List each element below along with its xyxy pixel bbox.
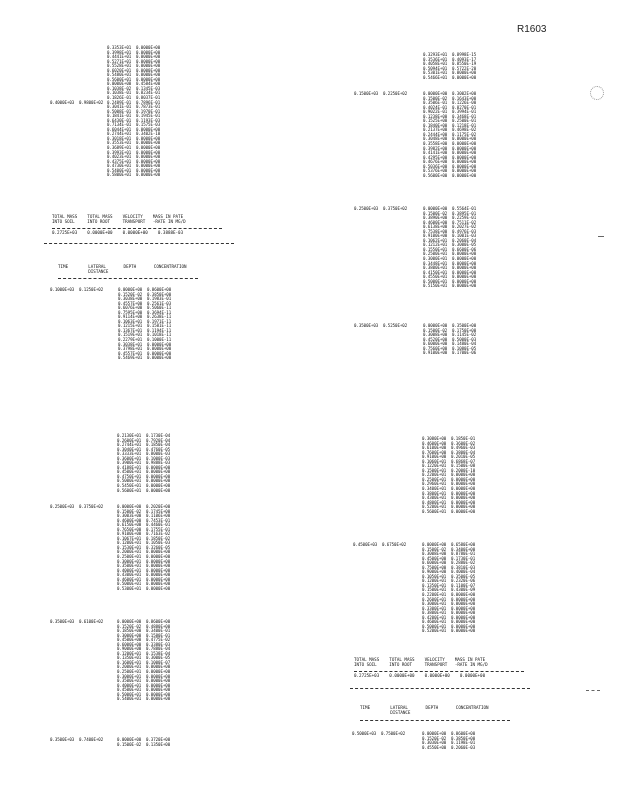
table-row: 0.7538E+00 0.4976E-03	[423, 228, 477, 234]
table-row: 0.3800E+01 0.0000E+00	[423, 265, 477, 271]
table-row: 0.3800E+01 0.0000E+00	[422, 490, 476, 496]
q4-totals-values: 0.2725E+03 0.0000E+00 0.0000E+00 0.0000E+00	[354, 673, 486, 678]
table-row: 0.3798E+01 0.0000E+00	[118, 346, 172, 352]
table-row: 0.1520E-02 0.3850E+00	[422, 735, 476, 741]
table-row: 0.7600E+00 0.3800E-04	[422, 449, 476, 455]
table-row: 0.5036E+00 0.0000E+00	[423, 163, 477, 169]
table-row: 0.5400E+01 0.0000E+00	[117, 696, 171, 702]
table-row: 0.7595E+00 0.3694E-11	[118, 309, 172, 315]
table-row: 0.6430E-01 0.1193E-03	[107, 117, 161, 123]
table-row: 0.3030E+00 0.1198E-01	[422, 740, 476, 746]
table-row: 0.9100E+00 0.1700E-06	[423, 350, 477, 356]
table-row: 0.1519E+01 0.1018E-11	[118, 332, 172, 338]
table-row: 0.0000E+00 0.2020E+00	[117, 504, 171, 509]
table-row: 0.2200E+01 0.0000E+00	[422, 592, 476, 598]
table-row: 0.3000E+01 0.0000E+00	[117, 558, 171, 564]
table-row: 0.2500E+01 0.0000E+00	[423, 251, 477, 257]
table-row: 0.4557E+00 0.2561E-03	[118, 300, 172, 306]
table-row: 0.4150E+01 0.0000E+00	[423, 269, 477, 275]
table-row: 0.1500E-02 0.3400E+00	[422, 546, 476, 552]
table-row: 0.3040E+01 0.4760E-05	[117, 446, 171, 452]
table-row: 0.4300E+01 0.0000E+00	[117, 572, 171, 578]
table-row: 0.4200E+01 0.0000E+00	[422, 614, 476, 620]
table-row: 0.4800E+01 0.0000E+00	[422, 499, 476, 505]
table-row: 0.3448E+01 0.0000E+00	[423, 260, 477, 266]
q3-rows-top	[117, 434, 170, 493]
table-row: 0.9000E+00 0.4000E-04	[422, 569, 476, 575]
table-row: 0.2000E+01 0.0000E+00	[117, 664, 171, 670]
q1-row-prefix: 0.4000E+03 0.9800E+02	[50, 100, 104, 105]
q3-prefix-b: 0.3500E+03 0.6100E+02	[50, 619, 104, 624]
table-row: 0.3008E+00 0.1145E-02	[423, 332, 477, 338]
q2-prefix-b: 0.2500E+03 0.3750E+02	[354, 206, 408, 211]
q3-rows-a	[117, 505, 170, 591]
q1-separator	[52, 228, 222, 229]
table-row: 0.3038E+01 0.0000E+00	[118, 341, 172, 347]
table-row: 0.3536E+01 0.4093E-17	[423, 56, 477, 62]
table-row: 0.5000E+01 0.0000E+00	[422, 623, 476, 629]
table-row: 0.0000E+00 0.3002E+00	[423, 91, 477, 96]
q4-prefix-b: 0.5000E+03 0.7500E+02	[352, 731, 406, 736]
table-row: 0.6150E+00 0.4460E-01	[117, 522, 171, 528]
table-row: 0.4600E+00 0.7453E-01	[117, 517, 171, 523]
table-row: 0.3041E-01 0.7873E-01	[107, 104, 161, 110]
table-row: 0.3048E+00 0.0000E+00	[423, 136, 477, 142]
table-row: 0.2500E+01 0.0000E+00	[422, 476, 476, 482]
table-row: 0.3000E+00 0.1580E-01	[117, 632, 171, 638]
table-row: 0.4000E+01 0.0000E+00	[117, 567, 171, 573]
table-row: 0.2960E+01 0.0000E+00	[422, 481, 476, 487]
q1-totals-values: 0.2725E+03 0.0000E+00 0.0000E+00 0.3888E-03	[52, 230, 184, 235]
table-row: 0.2500E+01 0.0000E+00	[117, 669, 171, 675]
table-row: 0.2500E+01 0.0000E+00	[117, 554, 171, 560]
table-row: 0.3018E+01 0.0000E+00	[107, 135, 161, 141]
table-row: 0.1500E+01 0.4300E-09	[422, 587, 476, 593]
q3-rows-b	[117, 620, 170, 702]
q2-margin-tick	[598, 236, 604, 237]
table-row: 0.4500E+01 0.0000E+00	[117, 469, 171, 475]
table-row: 0.4500E+01 0.0000E+00	[117, 687, 171, 693]
table-row: 0.9100E+00 0.1001E-03	[423, 233, 477, 239]
table-row: 0.5200E+01 0.0000E+00	[422, 628, 476, 634]
table-row: 0.2744E+01 0.3402E-10	[107, 131, 161, 137]
table-row: 0.1200E+01 0.1050E-03	[117, 540, 171, 546]
table-row: 0.5000E+01 0.0000E+00	[423, 278, 477, 284]
table-row: 0.1200E+01 0.2320E-06	[422, 578, 476, 584]
table-row: 0.4141E+00 0.0000E+00	[423, 150, 477, 156]
q3-rows-c	[117, 738, 170, 747]
page-reference: R1603	[517, 24, 547, 35]
table-row: 0.6000E+00 0.2880E-02	[422, 560, 476, 566]
table-row: 0.1600E+01 0.1000E-07	[117, 659, 171, 665]
table-row: 0.5300E+01 0.0000E+00	[117, 585, 171, 591]
table-row: 0.4375E+01 0.0000E+00	[107, 158, 161, 164]
table-row: 0.2200E+01 0.0000E+00	[422, 472, 476, 478]
table-row: 0.1200E+01 0.1538E-04	[117, 650, 171, 656]
table-row: 0.3000E+01 0.0000E+00	[117, 673, 171, 679]
table-row: 0.3038E+00 0.1983E-01	[118, 296, 172, 302]
q4-rows-a	[422, 543, 475, 634]
q2-prefix-c: 0.3500E+03 0.5250E+02	[354, 323, 408, 328]
table-row: 0.1067E+01 0.1850E-02	[117, 535, 171, 541]
table-row: 0.5450E+01 0.0000E+00	[117, 483, 171, 489]
table-row: 0.6000E+00 0.1480E-04	[423, 341, 477, 347]
table-row: 0.5301E+01 0.0000E+00	[423, 70, 477, 76]
table-row: 0.5200E+01 0.0000E+00	[422, 504, 476, 510]
q1-totals-header: TOTAL MASS TOTAL MASS VELOCITY MASS IN PATE INTO SOIL INTO ROOT TRANSPORT -RATE IN MG/D	[52, 214, 186, 224]
table-row: 0.2000E+01 0.0000E+00	[117, 549, 171, 555]
table-row: 0.4600E+00 0.3600E-02	[422, 440, 476, 446]
q1-separator-3	[58, 278, 198, 279]
table-row: 0.0000E+00 0.8600E+00	[117, 619, 171, 624]
table-row: 0.4730E+01 0.0000E+00	[107, 163, 161, 169]
table-row: 0.5480E+01 0.0000E+00	[107, 72, 161, 78]
table-row: 0.1050E+01 0.3500E-05	[422, 573, 476, 579]
table-row: 0.4600E+01 0.0000E+00	[422, 619, 476, 625]
q4-margin-tick	[586, 690, 600, 691]
table-row: 0.1520E-02 0.4880E+00	[117, 623, 171, 629]
table-row: 0.1500E-02 0.1350E+00	[117, 741, 171, 747]
table-row: 0.6020E+01 0.0000E+00	[107, 67, 161, 73]
table-row: 0.1500E-02 0.3895E-01	[423, 210, 477, 216]
table-row: 0.3080E+00 0.1850E-01	[422, 436, 476, 441]
table-row: 0.2130E+01 0.1730E-04	[117, 433, 171, 438]
q2-rows-b	[423, 207, 476, 289]
q4-rows-b	[422, 732, 475, 750]
table-row: 0.3333E+01 0.8000E-03	[117, 451, 171, 457]
table-row: 0.0000E+00 0.3500E+00	[423, 323, 477, 328]
table-row: 0.5400E+01 0.0000E+00	[107, 167, 161, 173]
table-row: 0.9100E+00 0.2010E-05	[422, 454, 476, 460]
table-row: 0.9022E-01 0.3994E-01	[423, 109, 477, 115]
table-row: 0.2279E+01 0.1000E-11	[118, 337, 172, 343]
table-row: 0.1525E+00 0.2500E-01	[423, 118, 477, 124]
table-row: 0.7560E+00 0.1080E-05	[423, 345, 477, 351]
table-row: 0.2489E-01 0.7896E-01	[107, 99, 161, 105]
table-row: 0.5528E+01 0.0000E+00	[107, 63, 161, 69]
table-row: 0.0000E+00 0.5564E-01	[423, 206, 477, 211]
table-row: 0.1220E+01 0.1500E-08	[422, 463, 476, 469]
table-row: 0.1530E+01 0.3260E-05	[117, 544, 171, 550]
q1-row-prefix-2: 0.1000E+03 0.1250E+02	[50, 287, 104, 292]
table-row: 0.5271E+01 0.0000E+00	[107, 58, 161, 64]
table-row: 0.3293E+01 0.8998E-15	[423, 52, 477, 57]
q1-column-header: TIME LATERAL DEPTH CONCENTRATION DISTANCE	[58, 264, 187, 274]
table-row: 0.4295E+00 0.0000E+00	[423, 154, 477, 160]
table-row: 0.2744E+01 0.1850E-04	[117, 442, 171, 448]
table-row: 0.5000E+01 0.0000E+00	[117, 581, 171, 587]
table-row: 0.4058E+01 0.8550E-19	[423, 61, 477, 67]
table-row: 0.4024E-01 0.8270E-01	[423, 104, 477, 110]
table-row: 0.4550E+00 0.2060E-03	[422, 744, 476, 750]
table-row: 0.2444E+00 0.1175E-02	[423, 131, 477, 137]
table-row: 0.1520E-02 0.3850E+00	[118, 291, 172, 297]
table-row: 0.3500E+01 0.0000E+00	[117, 678, 171, 684]
q2-rows-top	[423, 53, 476, 80]
table-row: 0.5600E+01 0.0000E+00	[117, 487, 171, 493]
table-row: 0.5000E+01 0.0000E+00	[117, 691, 171, 697]
q3-prefix-a: 0.2500E+03 0.3750E+02	[50, 504, 104, 509]
table-row: 0.5800E+01 0.0000E+00	[107, 172, 161, 178]
table-row: 0.3998E+01 0.0000E+00	[107, 49, 161, 55]
table-row: 0.4557E+01 0.0000E+00	[118, 350, 172, 356]
table-row: 0.4300E+01 0.0000E+00	[422, 495, 476, 501]
table-row: 0.1550E+01 0.6600E-06	[423, 246, 477, 252]
q4-separator-3	[360, 720, 510, 721]
table-row: 0.1500E-02 0.1745E+00	[117, 508, 171, 514]
q2-hole-punch-mark	[590, 86, 604, 100]
table-row: 0.1826E-01 0.8037E-01	[107, 95, 161, 101]
table-row: 0.1840E+00 0.1218E-01	[423, 122, 477, 128]
q2-rows-a	[423, 92, 476, 178]
table-row: 0.9114E+00 0.2638E-11	[118, 314, 172, 320]
table-row: 0.1350E+01 0.3000E-05	[117, 655, 171, 661]
table-row: 0.3353E+01 0.0000E+00	[107, 45, 161, 50]
q2-prefix-a: 0.1500E+03 0.2250E+02	[354, 91, 408, 96]
table-row: 0.5376E+00 0.0000E+00	[423, 168, 477, 174]
table-row: 0.4750E+01 0.0000E+00	[117, 473, 171, 479]
table-row: 0.5094E+01 0.5722E-20	[423, 65, 477, 71]
table-row: 0.6076E+00 0.5060E-11	[118, 305, 172, 311]
table-row: 0.5466E+01 0.0000E+00	[423, 74, 477, 80]
table-row: 0.6100E+00 0.4960E-03	[422, 445, 476, 451]
table-row: 0.4600E+00 0.7511E-02	[423, 219, 477, 225]
table-row: 0.1350E+01 0.1100E-07	[422, 582, 476, 588]
table-row: 0.1238E+00 0.3468E-01	[423, 113, 477, 119]
table-row: 0.1062E+01 0.2060E-04	[423, 237, 477, 243]
table-row: 0.5469E+01 0.0000E+00	[118, 355, 172, 361]
table-row: 0.4600E+01 0.0000E+00	[117, 576, 171, 582]
table-row: 0.3000E+01 0.0000E+00	[423, 256, 477, 262]
table-row: 0.3800E+01 0.0000E+00	[422, 610, 476, 616]
table-row: 0.3300E+01 0.0000E+00	[422, 605, 476, 611]
table-row: 0.3003E+00 0.1106E+00	[117, 513, 171, 519]
table-row: 0.2600E+01 0.7920E-04	[117, 437, 171, 443]
table-row: 0.0000E+00 0.4584E+00	[107, 81, 161, 87]
table-row: 0.4000E+01 0.0000E+00	[117, 682, 171, 688]
table-row: 0.1367E+01 0.1194E-11	[118, 327, 172, 333]
table-row: 0.7650E+00 0.1755E-01	[117, 526, 171, 532]
q4-rows-top	[422, 437, 475, 514]
table-row: 0.3600E+01 0.1000E-03	[117, 455, 171, 461]
table-row: 0.5600E+01 0.0000E+00	[107, 76, 161, 82]
table-row: 0.4500E+00 0.4775E-02	[117, 637, 171, 643]
table-row: 0.1500E-02 0.1750E+00	[423, 327, 477, 333]
table-row: 0.3558E+00 0.0000E+00	[423, 141, 477, 147]
table-row: 0.4520E+00 0.5000E-03	[423, 336, 477, 342]
table-row: 0.3400E+01 0.0000E+00	[422, 486, 476, 492]
table-row: 0.7134E-01 0.1575E-03	[107, 122, 161, 128]
table-row: 0.4441E+01 0.0000E+00	[107, 54, 161, 60]
table-row: 0.7500E+00 0.3810E-03	[422, 564, 476, 570]
table-row: 0.6000E+00 0.3380E-03	[117, 641, 171, 647]
table-row: 0.3900E+01 0.9888E-03	[117, 460, 171, 466]
q4-totals-header: TOTAL MASS TOTAL MASS VELOCITY MASS IN PATE INTO SOIL INTO ROOT TRANSPORT -RATE IN MG/D	[354, 657, 488, 667]
table-row: 0.4676E+00 0.0000E+00	[423, 159, 477, 165]
table-row: 0.9100E+00 0.7163E-02	[117, 531, 171, 537]
table-row: 0.3993E+01 0.0000E+00	[107, 149, 161, 155]
table-row: 0.3982E+00 0.0000E+00	[423, 145, 477, 151]
table-row: 0.0000E+00 0.8600E+00	[118, 287, 172, 292]
table-row: 0.3506E-01 0.1226E-00	[423, 100, 477, 106]
table-row: 0.2137E+00 0.4698E-02	[423, 127, 477, 133]
q4-separator-2	[350, 688, 530, 689]
table-row: 0.2600E+01 0.0000E+00	[422, 596, 476, 602]
table-row: 0.5600E+00 0.0000E+00	[423, 172, 477, 178]
table-row: 0.3689E+01 0.0000E+00	[107, 145, 161, 151]
table-row: 0.5008E-01 0.1970E-01	[107, 108, 161, 114]
q1-rows-2	[118, 288, 171, 361]
table-row: 0.0000E+00 0.6580E+00	[422, 542, 476, 547]
table-row: 0.3008E+00 0.8780E-01	[422, 551, 476, 557]
table-row: 0.1063E+01 0.1971E-11	[118, 318, 172, 324]
table-row: 0.1212E+01 0.3000E-05	[423, 242, 477, 248]
table-row: 0.1841E-01 0.1945E-01	[107, 113, 161, 119]
table-row: 0.1038E-01 0.8234E-01	[107, 90, 161, 96]
table-row: 0.6138E+00 0.2027E-02	[423, 224, 477, 230]
table-row: 0.1500E+01 0.2000E-10	[422, 467, 476, 473]
q4-separator	[354, 671, 524, 672]
table-row: 0.0000E+00 0.8600E+00	[422, 731, 476, 736]
table-row: 0.3000E+01 0.0000E+00	[422, 601, 476, 607]
table-row: 0.1500E-02 0.1643E+00	[423, 95, 477, 101]
table-row: 0.0000E+00 0.3720E+00	[117, 737, 171, 742]
q3-prefix-c: 0.3500E+03 0.7400E+02	[50, 737, 104, 742]
table-row: 0.5000E+01 0.0000E+00	[117, 478, 171, 484]
table-row: 0.5600E+01 0.0000E+00	[422, 508, 476, 514]
table-row: 0.3890E+00 0.2259E-01	[423, 215, 477, 221]
table-row: 0.1850E+00 0.3400E-01	[117, 628, 171, 634]
q4-prefix-a: 0.4500E+03 0.6750E+02	[353, 542, 407, 547]
table-row: 0.4188E+01 0.0000E+00	[117, 464, 171, 470]
table-row: 0.3500E+01 0.0000E+00	[117, 563, 171, 569]
table-row: 0.4550E+01 0.0000E+00	[423, 274, 477, 280]
q1-separator-2	[44, 243, 234, 244]
table-row: 0.4023E+01 0.0000E+00	[107, 154, 161, 160]
table-row: 0.1038E-02 0.1345E-03	[107, 85, 161, 91]
q4-column-header: TIME LATERAL DEPTH CONCENTRATION DISTANCE	[360, 705, 489, 715]
table-row: 0.6044E+01 0.0000E+00	[107, 126, 161, 132]
q1-rows	[107, 46, 160, 178]
table-row: 0.1215E+01 0.1581E-11	[118, 323, 172, 329]
table-row: 0.3553E+01 0.0000E+00	[107, 140, 161, 146]
table-row: 0.1060E+01 0.6868E-07	[422, 458, 476, 464]
table-row: 0.4500E+00 0.1730E-01	[422, 555, 476, 561]
table-row: 0.5150E+01 0.0000E+00	[423, 283, 477, 289]
q2-rows-c	[423, 324, 476, 356]
table-row: 0.9000E+00 0.7880E-04	[117, 646, 171, 652]
